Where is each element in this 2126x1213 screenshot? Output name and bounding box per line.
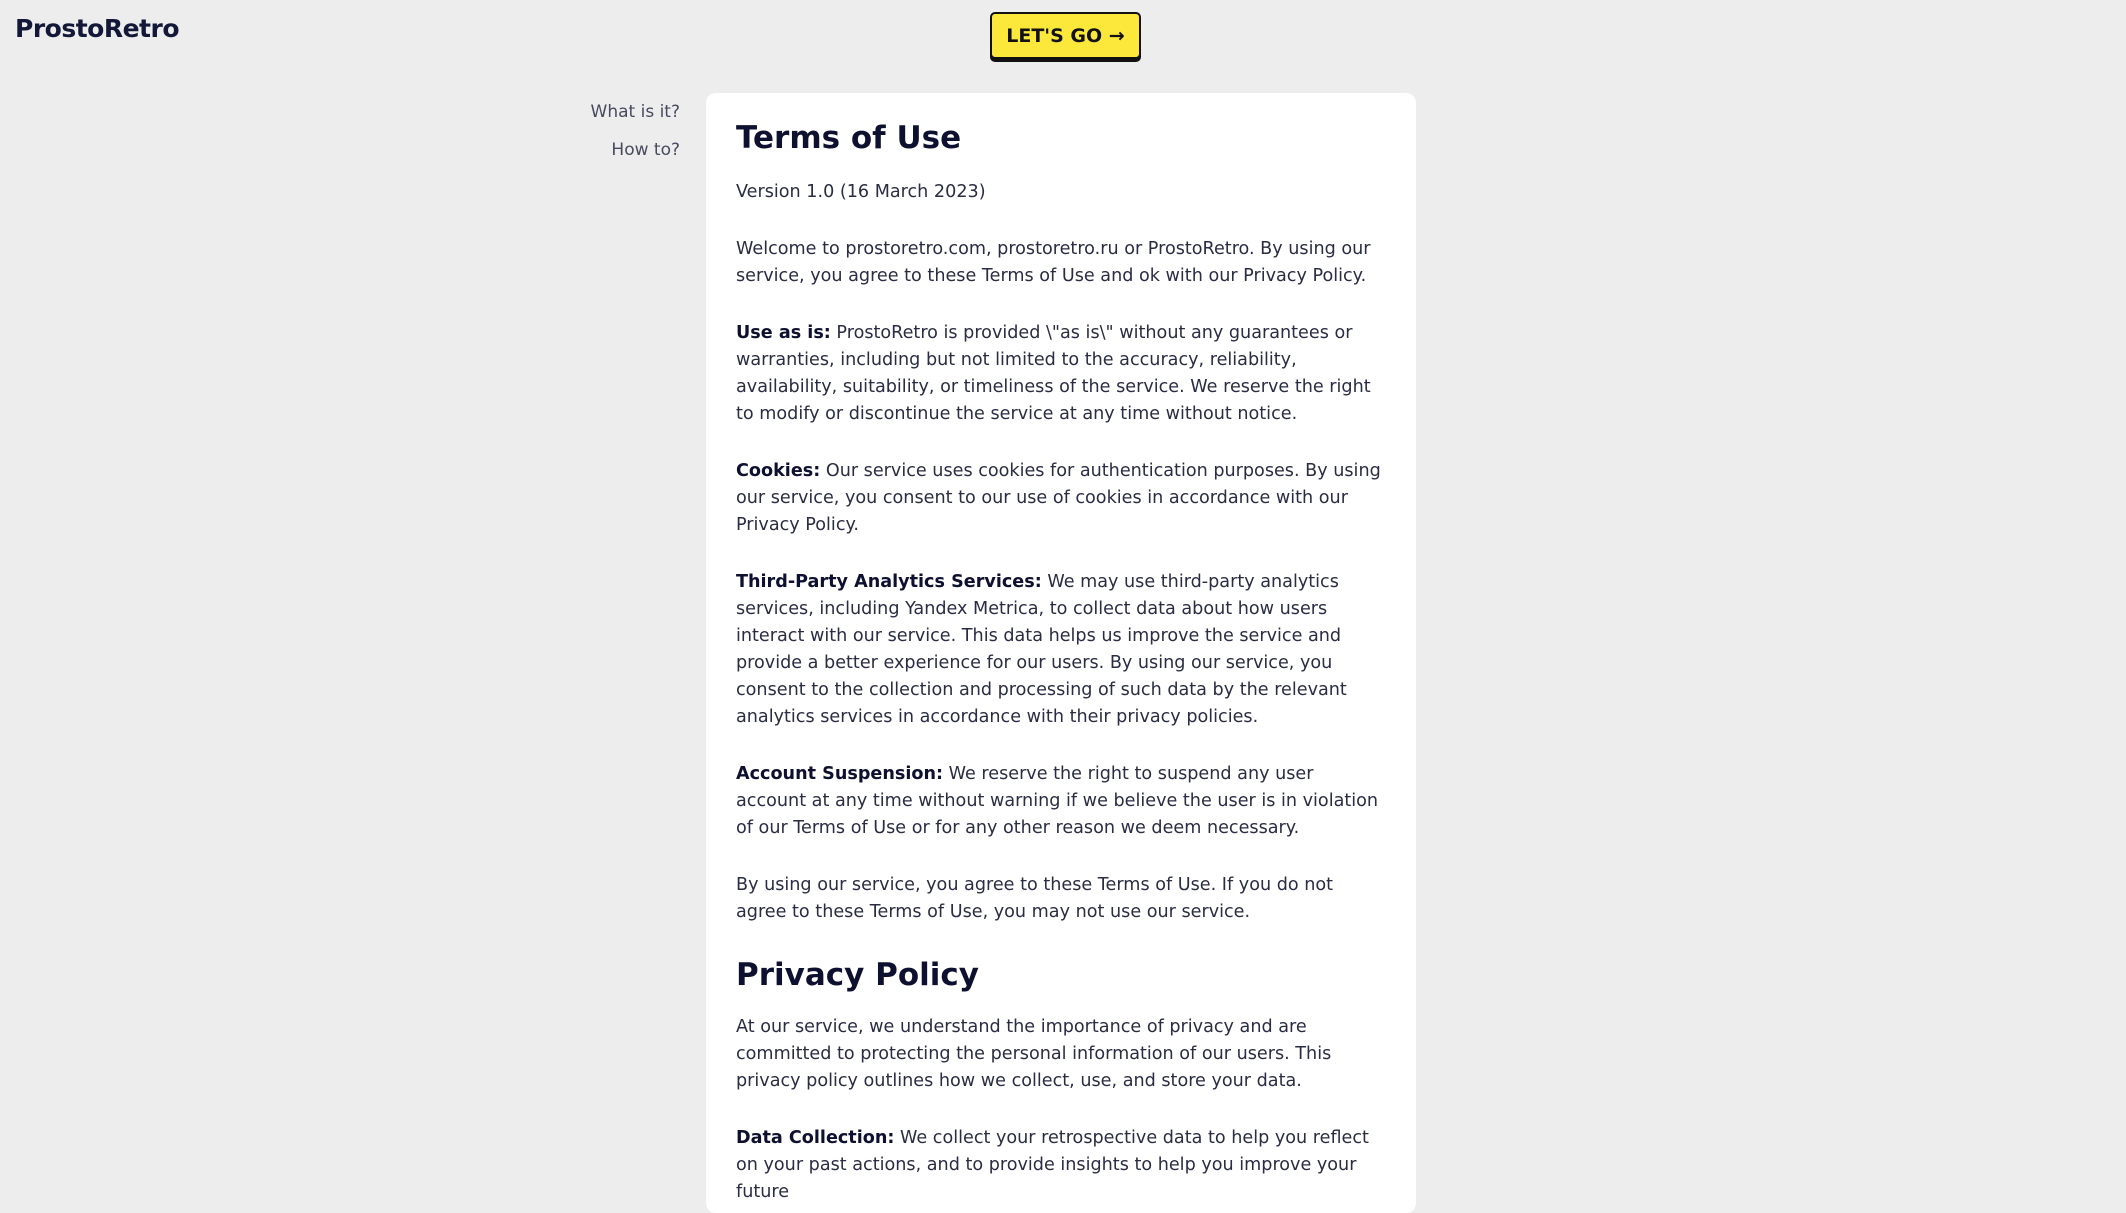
section-label: Account Suspension: bbox=[736, 764, 944, 784]
lets-go-button[interactable]: LET'S GO → bbox=[990, 12, 1141, 59]
terms-closing: By using our service, you agree to these Terms of Use. If you do not agree to these Terms of Use, you may not use our service. bbox=[736, 875, 1334, 922]
section-label: Data Collection: bbox=[736, 1128, 895, 1148]
nav-item-how-to[interactable]: How to? bbox=[611, 140, 680, 160]
terms-version: Version 1.0 (16 March 2023) bbox=[736, 182, 986, 202]
section-label: Cookies: bbox=[736, 461, 821, 481]
section-label: Use as is: bbox=[736, 323, 831, 343]
terms-section-analytics bbox=[736, 569, 1386, 731]
terms-welcome: Welcome to prostoretro.com, prostoretro.ru or ProstoRetro. By using our service, you agree to these Terms of Use and ok with our Privacy Policy. bbox=[736, 239, 1371, 286]
nav-item-what-is-it[interactable]: What is it? bbox=[590, 102, 680, 122]
terms-section-use-as-is bbox=[736, 320, 1386, 428]
privacy-title: Privacy Policy bbox=[736, 957, 979, 993]
terms-title: Terms of Use bbox=[736, 120, 962, 156]
section-text: Our service uses cookies for authentication purposes. By using our service, you consent to our use of cookies in accordance with our Privacy Policy. bbox=[736, 461, 1381, 535]
terms-section-suspension bbox=[736, 761, 1386, 842]
logo[interactable]: ProstoRetro bbox=[15, 14, 179, 43]
section-text: ProstoRetro is provided \"as is\" without any guarantees or warranties, including but not limited to the accuracy, reliability, availability, suitability, or timeliness of the service. We reserve the right to modify or discontinue the service at any time without notice. bbox=[736, 323, 1371, 424]
terms-section-cookies bbox=[736, 458, 1386, 539]
section-text: We reserve the right to suspend any user account at any time without warning if we believe the user is in violation of our Terms of Use or for any other reason we deem necessary. bbox=[736, 764, 1379, 838]
side-nav bbox=[520, 99, 680, 175]
privacy-section-data-collection bbox=[736, 1125, 1386, 1206]
section-text: We collect your retrospective data to help you reflect on your past actions, and to provide insights to help you improve your future bbox=[736, 1128, 1369, 1202]
content-card bbox=[706, 93, 1416, 1213]
section-label: Third-Party Analytics Services: bbox=[736, 572, 1042, 592]
section-text: We may use third-party analytics services, including Yandex Metrica, to collect data about how users interact with our service. This data helps us improve the service and provide a better experience for our users. By using our service, you consent to the collection and processing of such data by the relevant analytics services in accordance with their privacy policies. bbox=[736, 572, 1347, 727]
privacy-intro: At our service, we understand the importance of privacy and are committed to protecting the personal information of our users. This privacy policy outlines how we collect, use, and store your data. bbox=[736, 1017, 1332, 1091]
